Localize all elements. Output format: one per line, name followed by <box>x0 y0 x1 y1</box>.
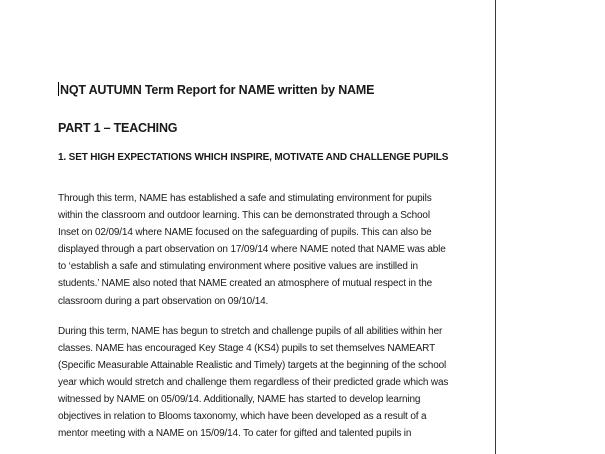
text-line: (Specific Measurable Attainable Realistic and Timely) targets at the beginning of the school <box>58 359 447 371</box>
text-line: witnessed by NAME on 05/09/14. Additionally, NAME has started to develop learning <box>58 394 421 406</box>
text-line: classes. NAME has encouraged Key Stage 4 (KS4) pupils to set themselves NAMEART <box>58 342 436 354</box>
document-title <box>58 82 443 97</box>
document-title-text: NQT AUTUMN Term Report for NAME written by NAME <box>60 83 375 97</box>
text-line: objectives in relation to Blooms taxonomy, which have been developed as a result of a <box>58 411 427 423</box>
text-line: to ‘establish a safe and stimulating environment where positive values are instilled in <box>58 261 418 273</box>
text-line: displayed through a part observation on 17/09/14 where NAME noted that NAME was able <box>58 244 446 256</box>
text-line: year which would stretch and challenge them regardless of their predicted grade which was <box>58 376 449 388</box>
text-line: During this term, NAME has begun to stretch and challenge pupils of all abilities within her <box>58 325 443 337</box>
text-line: mentor meeting with a NAME on 15/09/14. To cater for gifted and talented pupils in <box>58 428 412 440</box>
page-gutter <box>496 0 605 454</box>
document-body[interactable] <box>58 82 449 454</box>
paragraph-1 <box>58 190 446 310</box>
text-line: within the classroom and outdoor learning. This can be demonstrated through a School <box>58 210 430 222</box>
text-line: classroom during a part observation on 09/10/14. <box>58 295 269 307</box>
text-cursor <box>58 82 59 96</box>
text-line: students.’ NAME also noted that NAME created an atmosphere of mutual respect in the <box>58 278 433 290</box>
part-heading: PART 1 – TEACHING <box>58 121 178 135</box>
section-heading: 1. SET HIGH EXPECTATIONS WHICH INSPIRE, MOTIVATE AND CHALLENGE PUPILS <box>58 152 449 163</box>
text-line: Inset on 02/09/14 where NAME focused on the safeguarding of pupils. This can also be <box>58 227 432 239</box>
text-line: Through this term, NAME has established a safe and stimulating environment for pupils <box>58 193 432 204</box>
paragraph-2 <box>58 323 449 443</box>
